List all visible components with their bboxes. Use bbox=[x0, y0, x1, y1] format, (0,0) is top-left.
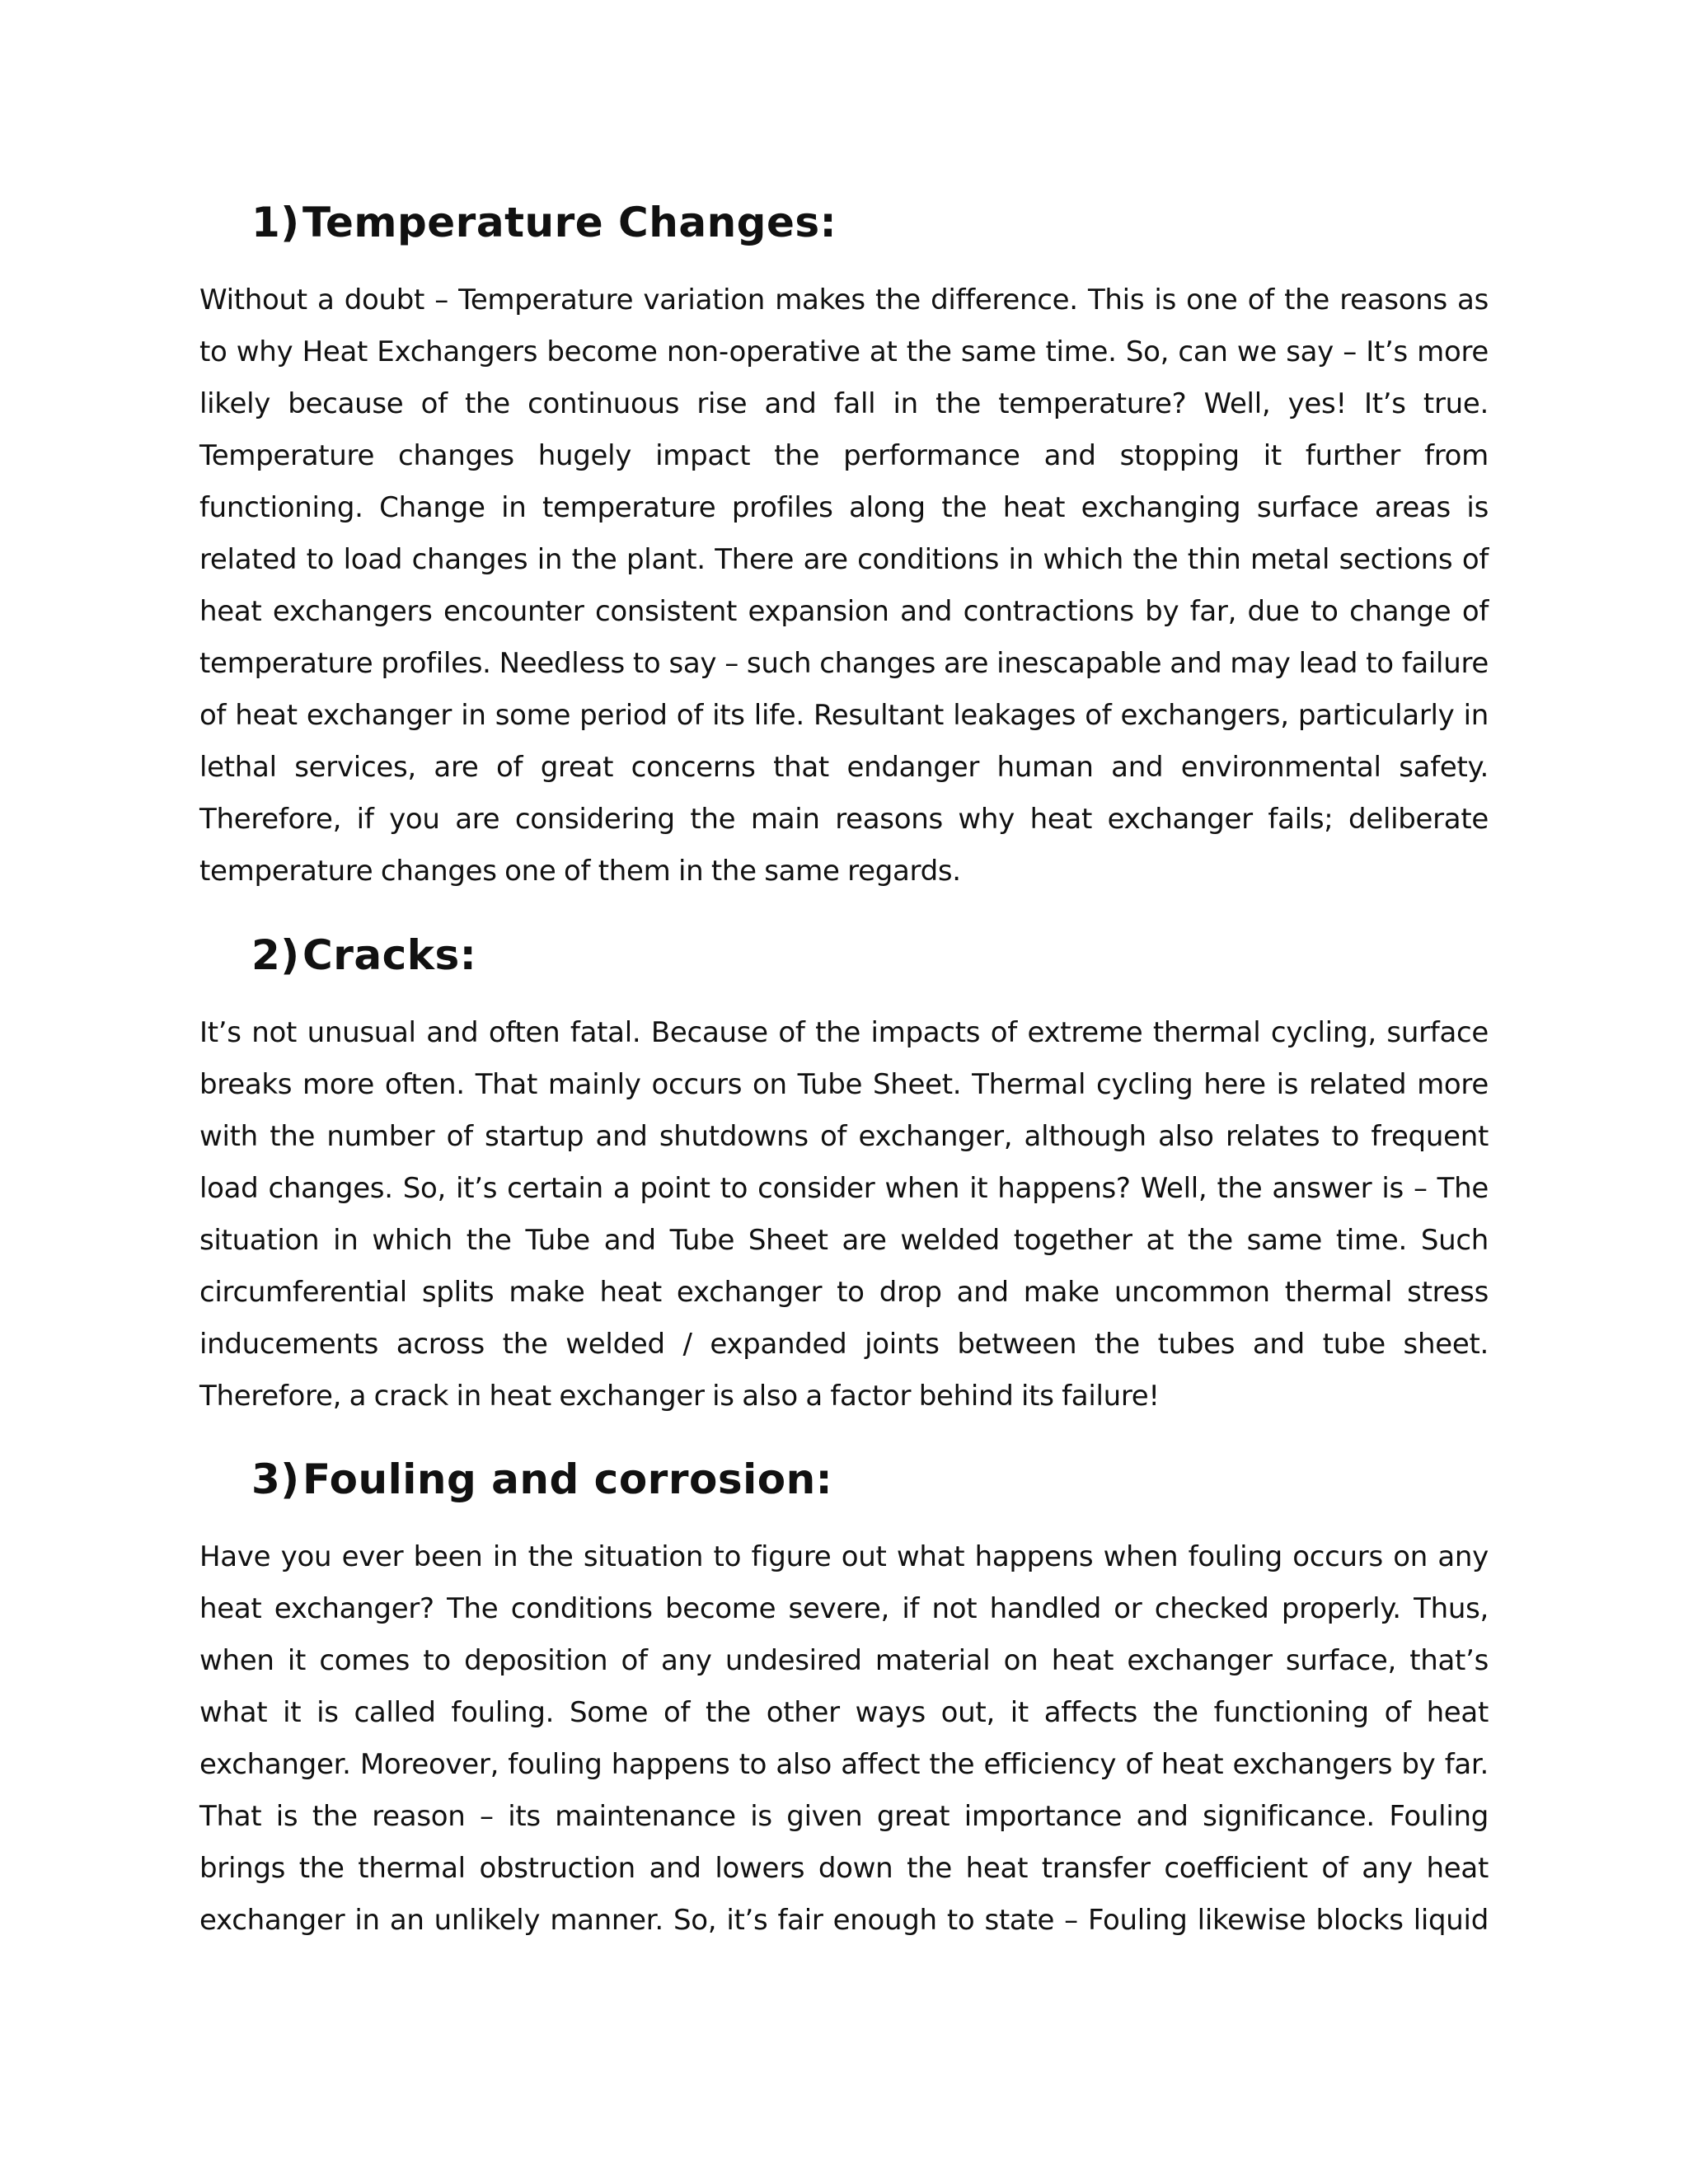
section-cracks bbox=[199, 928, 1489, 1422]
section-body: It’s not unusual and often fatal. Because of the impacts of extreme thermal cycling, surface breaks more often. That mainly occurs on Tube Sheet. Thermal cycling here is related more with the number of startup and shutdowns of exchanger, although also relates to frequent load changes. So, it’s certain a point to consider when it happens? Well, the answer is – The situation in which the Tube and Tube Sheet are welded together at the same time. Such circumferential splits make heat exchanger to drop and make uncommon thermal stress inducements across the welded / expanded joints between the tubes and tube sheet. Therefore, a crack in heat exchanger is also a factor behind its failure! bbox=[199, 1016, 1489, 1413]
section-body: Without a doubt – Temperature variation makes the difference. This is one of the reasons as to why Heat Exchangers become non-operative at the same time. So, can we say – It’s more likely because of the continuous rise and fall in the temperature? Well, yes! It’s true. Temperature changes hugely impact the performance and stopping it further from functioning. Change in temperature profiles along the heat exchanging surface areas is related to load changes in the plant. There are conditions in which the thin metal sections of heat exchangers encounter consistent expansion and contractions by far, due to change of temperature profiles. Needless to say – such changes are inescapable and may lead to failure of heat exchanger in some period of its life. Resultant leakages of exchangers, particularly in lethal services, are of great concerns that endanger human and environmental safety. Therefore, if you are considering the main reasons why heat exchanger fails; deliberate temperature changes one of them in the same regards. bbox=[199, 284, 1489, 888]
section-temperature-changes bbox=[199, 195, 1489, 898]
section-heading bbox=[199, 928, 1489, 982]
section-title: Cracks: bbox=[302, 931, 477, 979]
section-heading bbox=[199, 195, 1489, 250]
section-title: Fouling and corrosion: bbox=[302, 1455, 833, 1503]
section-number: 1) bbox=[251, 199, 300, 246]
section-number: 3) bbox=[251, 1455, 300, 1503]
section-title: Temperature Changes: bbox=[302, 199, 837, 246]
section-body: Have you ever been in the situation to figure out what happens when fouling occurs on any heat exchanger? The conditions become severe, if not handled or checked properly. Thus, when it comes to deposition of any undesired material on heat exchanger surface, that’s what it is called fouling. Some of the other ways out, it affects the functioning of heat exchanger. Moreover, fouling happens to also affect the efficiency of heat exchangers by far. That is the reason – its maintenance is given great importance and significance. Fouling brings the thermal obstruction and lowers down the heat transfer coefficient of any heat exchanger in an unlikely manner. So, it’s fair enough to state – Fouling likewise blocks liquid bbox=[199, 1540, 1489, 1937]
section-heading bbox=[199, 1452, 1489, 1507]
section-fouling-and-corrosion bbox=[199, 1452, 1489, 1947]
section-number: 2) bbox=[251, 931, 300, 979]
